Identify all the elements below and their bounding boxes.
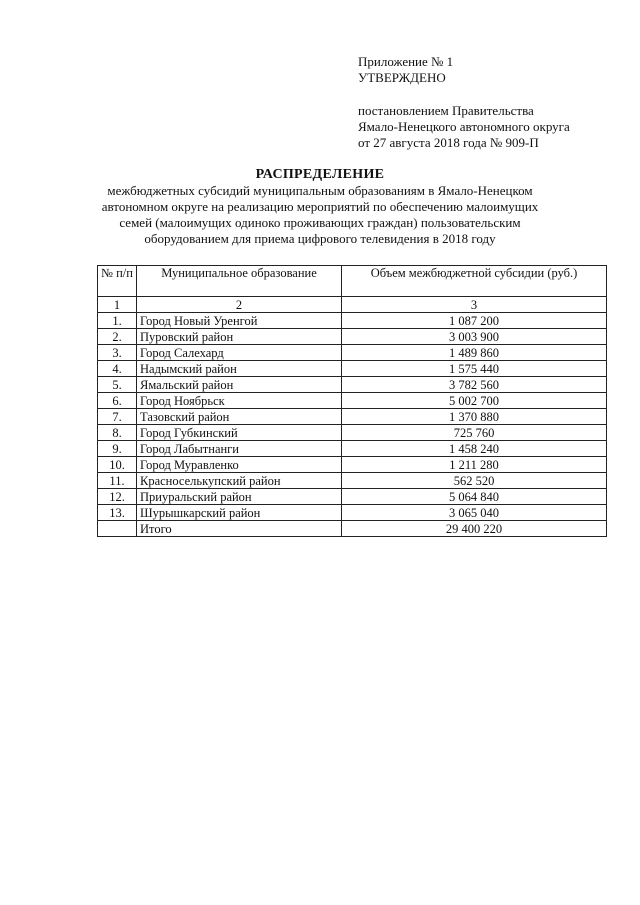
resolution-line-3: от 27 августа 2018 года № 909-П (358, 135, 539, 150)
row-number (98, 521, 137, 537)
resolution-line-1: постановлением Правительства (358, 103, 534, 118)
row-subsidy: 1 458 240 (342, 441, 607, 457)
row-subsidy: 3 782 560 (342, 377, 607, 393)
document-title: РАСПРЕДЕЛЕНИЕ (255, 167, 385, 182)
approved-stamp: УТВЕРЖДЕНО (358, 70, 446, 85)
row-municipality: Город Муравленко (137, 457, 342, 473)
row-subsidy: 3 065 040 (342, 505, 607, 521)
table-row (98, 409, 607, 425)
appendix-number: Приложение № 1 (358, 54, 454, 69)
row-number: 7. (98, 409, 137, 425)
table-row (98, 345, 607, 361)
row-number: 10. (98, 457, 137, 473)
table-row (98, 313, 607, 329)
table-row (98, 361, 607, 377)
row-number: 13. (98, 505, 137, 521)
row-number: 4. (98, 361, 137, 377)
table-row (98, 425, 607, 441)
row-number: 6. (98, 393, 137, 409)
row-number: 9. (98, 441, 137, 457)
row-subsidy: 3 003 900 (342, 329, 607, 345)
table-row (98, 329, 607, 345)
row-municipality: Надымский район (137, 361, 342, 377)
table-row (98, 457, 607, 473)
index-cell: 1 (98, 297, 137, 313)
header-subsidy: Объем межбюджетной субсидии (руб.) (342, 266, 607, 297)
row-number: 5. (98, 377, 137, 393)
row-number: 8. (98, 425, 137, 441)
header-municipality: Муниципальное образование (137, 266, 342, 297)
row-municipality: Город Салехард (137, 345, 342, 361)
row-municipality: Приуральский район (137, 489, 342, 505)
row-number: 1. (98, 313, 137, 329)
row-municipality: Ямальский район (137, 377, 342, 393)
table-header-row (98, 266, 607, 297)
table-row (98, 393, 607, 409)
table-row (98, 489, 607, 505)
row-municipality: Красноселькупский район (137, 473, 342, 489)
column-index-row (98, 297, 607, 313)
table-row (98, 441, 607, 457)
table-row (98, 377, 607, 393)
row-subsidy: 725 760 (342, 425, 607, 441)
distribution-table (97, 265, 607, 537)
row-municipality: Город Лабытнанги (137, 441, 342, 457)
row-subsidy: 5 064 840 (342, 489, 607, 505)
row-subsidy: 1 489 860 (342, 345, 607, 361)
row-number: 3. (98, 345, 137, 361)
row-subsidy: 1 087 200 (342, 313, 607, 329)
document-subtitle: межбюджетных субсидий муниципальным образованиям в Ямало-Ненецком автономном округе на реализацию мероприятий по обеспечению малоимущих семей (малоимущих одиноко проживающих граждан) пользовательским оборудованием для приема цифрового телевидения в 2018 году (101, 183, 539, 246)
table-row (98, 505, 607, 521)
resolution-line-2: Ямало-Ненецкого автономного округа (358, 119, 570, 134)
row-number: 12. (98, 489, 137, 505)
row-subsidy: 562 520 (342, 473, 607, 489)
row-municipality: Город Новый Уренгой (137, 313, 342, 329)
header-number: № п/п (98, 266, 137, 297)
row-subsidy: 1 370 880 (342, 409, 607, 425)
row-number: 2. (98, 329, 137, 345)
row-municipality: Пуровский район (137, 329, 342, 345)
row-municipality: Город Ноябрьск (137, 393, 342, 409)
row-municipality: Тазовский район (137, 409, 342, 425)
table-total-row (98, 521, 607, 537)
row-subsidy: 29 400 220 (342, 521, 607, 537)
index-cell: 3 (342, 297, 607, 313)
row-subsidy: 1 575 440 (342, 361, 607, 377)
row-municipality: Шурышкарский район (137, 505, 342, 521)
row-municipality: Итого (137, 521, 342, 537)
row-municipality: Город Губкинский (137, 425, 342, 441)
row-subsidy: 1 211 280 (342, 457, 607, 473)
row-number: 11. (98, 473, 137, 489)
approval-block (358, 54, 570, 151)
index-cell: 2 (137, 297, 342, 313)
row-subsidy: 5 002 700 (342, 393, 607, 409)
table-row (98, 473, 607, 489)
